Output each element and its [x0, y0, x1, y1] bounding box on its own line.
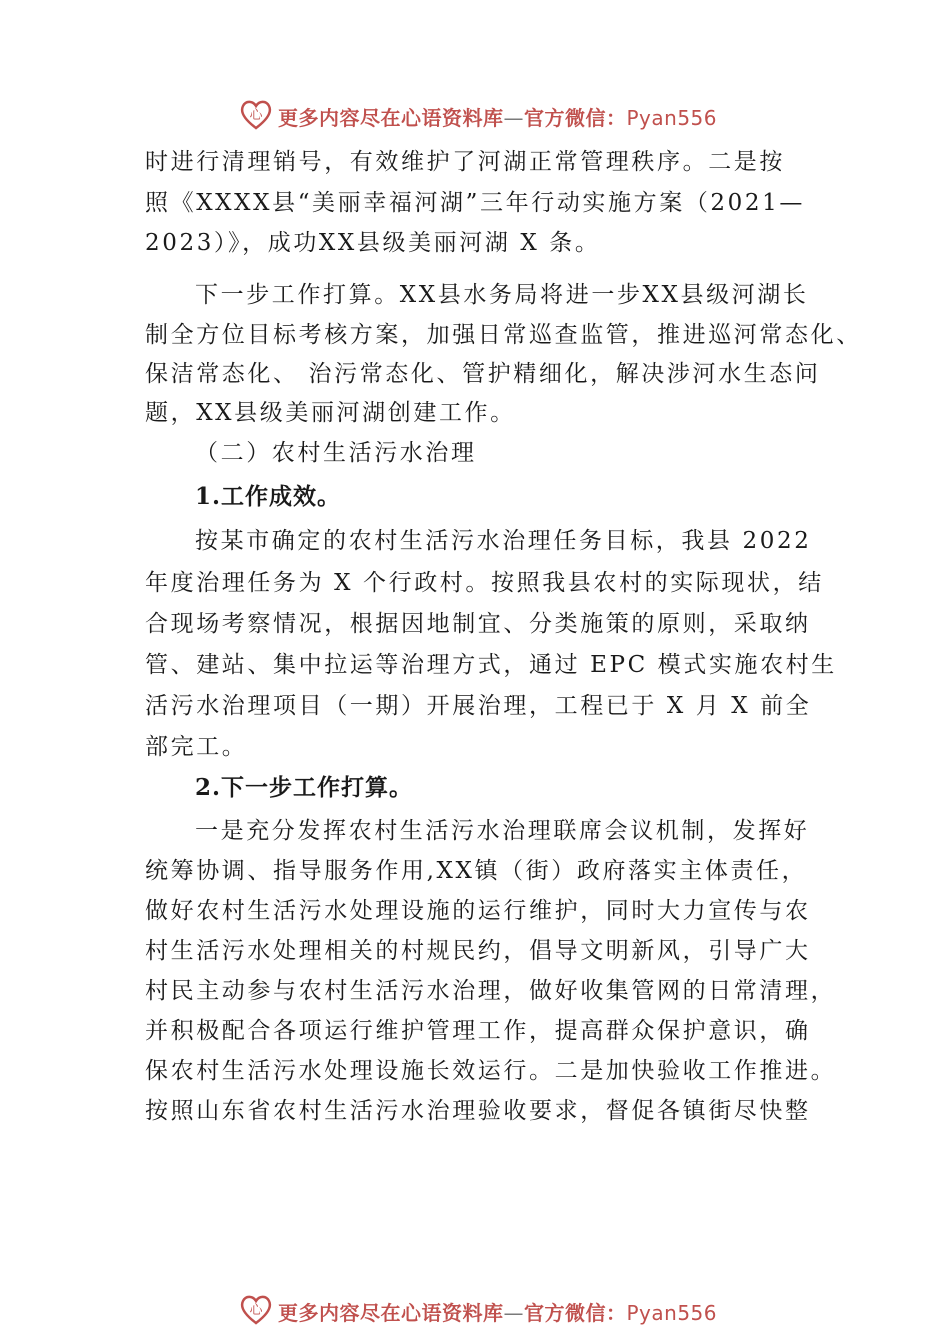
- watermark-wechat-label: 官方微信：: [524, 1301, 627, 1325]
- watermark-wechat-id: Pyan556: [626, 1301, 718, 1325]
- watermark-wechat-label: 官方微信：: [524, 106, 627, 130]
- svg-text:心: 心: [249, 1303, 263, 1318]
- watermark-wechat-id: Pyan556: [626, 106, 718, 130]
- body-line: 部完工。: [145, 734, 248, 760]
- body-line: 时进行清理销号，有效维护了河湖正常管理秩序。二是按: [145, 149, 785, 175]
- body-line: 合现场考察情况，根据因地制宜、分类施策的原则，采取纳: [145, 611, 811, 637]
- body-line: 保农村生活污水处理设施长效运行。二是加快验收工作推进。: [145, 1058, 837, 1084]
- body-line: 统筹协调、指导服务作用,XX镇（街）政府落实主体责任，: [145, 858, 808, 884]
- body-line: 村民主动参与农村生活污水治理，做好收集管网的日常清理，: [145, 978, 837, 1004]
- watermark-text: [278, 1297, 717, 1326]
- body-line: 2023）》，成功XX县级美丽河湖 X 条。: [145, 230, 601, 256]
- body-line: 做好农村生活污水处理设施的运行维护，同时大力宣传与农: [145, 898, 811, 924]
- watermark-main-text: 更多内容尽在心语资料库: [278, 1301, 504, 1325]
- heart-logo-icon: [238, 1291, 274, 1327]
- watermark-dash: —: [503, 106, 524, 130]
- watermark-main-text: 更多内容尽在心语资料库: [278, 106, 504, 130]
- body-line: 下一步工作打算。XX县水务局将进一步XX县级河湖长: [195, 282, 809, 308]
- subsection-heading: 1.工作成效。: [195, 483, 342, 510]
- body-line: 照《XXXX县“美丽幸福河湖”三年行动实施方案（2021—: [145, 190, 805, 216]
- watermark-banner-bottom: [0, 1289, 950, 1329]
- body-line: 题，XX县级美丽河湖创建工作。: [145, 400, 516, 426]
- body-line: 按照山东省农村生活污水治理验收要求，督促各镇街尽快整: [145, 1098, 811, 1124]
- body-line: 管、建站、集中拉运等治理方式，通过 EPC 模式实施农村生: [145, 652, 837, 678]
- body-line: 按某市确定的农村生活污水治理任务目标，我县 2022: [195, 528, 812, 554]
- body-line: 保洁常态化、 治污常态化、管护精细化，解决涉河水生态问: [145, 361, 821, 387]
- heart-logo-icon: [238, 96, 274, 132]
- body-line: 并积极配合各项运行维护管理工作，提高群众保护意识，确: [145, 1018, 811, 1044]
- svg-text:心: 心: [249, 108, 263, 123]
- body-line: 年度治理任务为 X 个行政村。按照我县农村的实际现状，结: [145, 570, 824, 596]
- body-line: 制全方位目标考核方案，加强日常巡查监管，推进巡河常态化、: [145, 322, 862, 348]
- body-line: 村生活污水处理相关的村规民约，倡导文明新风，引导广大: [145, 938, 811, 964]
- section-heading: （二）农村生活污水治理: [195, 440, 477, 466]
- watermark-dash: —: [503, 1301, 524, 1325]
- subsection-heading: 2.下一步工作打算。: [195, 774, 414, 801]
- watermark-banner-top: [0, 94, 950, 134]
- body-line: 活污水治理项目（一期）开展治理，工程已于 X 月 X 前全: [145, 693, 812, 719]
- body-line: 一是充分发挥农村生活污水治理联席会议机制，发挥好: [195, 818, 810, 844]
- watermark-text: [278, 102, 717, 131]
